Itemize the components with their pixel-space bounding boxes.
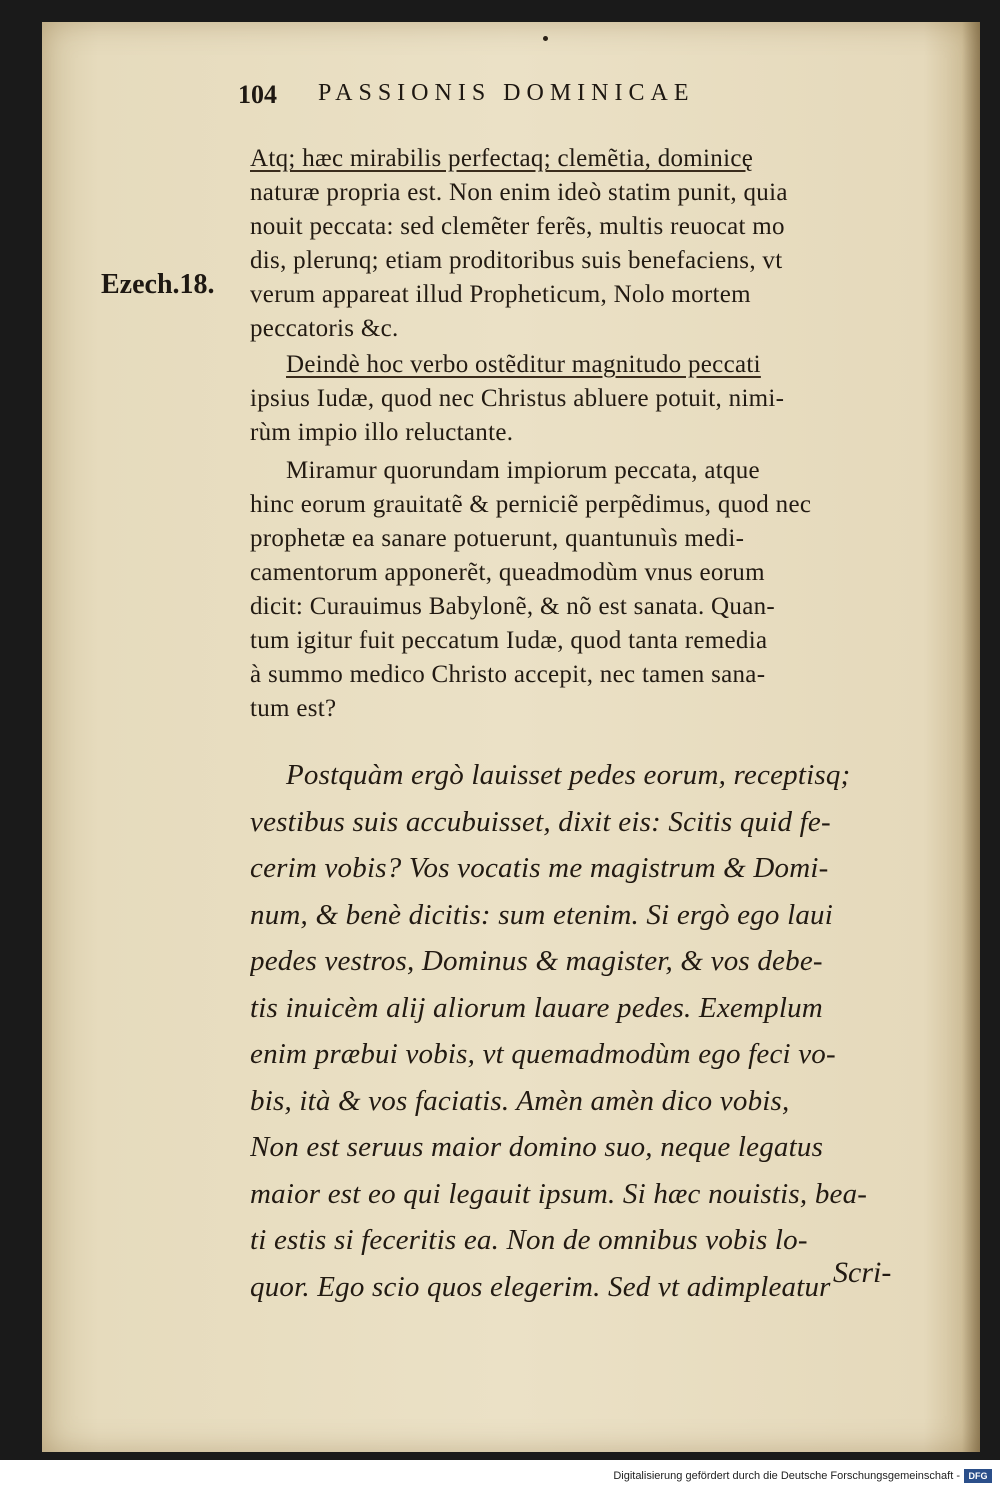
paragraph-scripture (250, 752, 910, 1310)
paragraph-1 (250, 142, 910, 346)
text-line: Miramur quorundam impiorum peccata, atque (286, 457, 760, 484)
text-line: dicit: Curauimus Babylonẽ, & nõ est sanata. Quan- (250, 593, 776, 620)
text-line: tum igitur fuit peccatum Iudæ, quod tanta remedia (250, 627, 768, 654)
text-line: tum est? (250, 695, 337, 722)
text-line: naturæ propria est. Non enim ideò statim punit, quia (250, 179, 788, 206)
page-number: 104 (238, 80, 277, 109)
text-line: ti estis si feceritis ea. Non de omnibus vobis lo- (250, 1224, 808, 1256)
text-line: num, & benè dicitis: sum etenim. Si ergò ego laui (250, 898, 833, 931)
paragraph-3 (250, 454, 910, 726)
catchword: Scri- (833, 1256, 892, 1289)
text-line: maior est eo qui legauit ipsum. Si hæc nouistis, bea- (250, 1177, 868, 1210)
text-line: cerim vobis? Vos vocatis me magistrum & Domi- (250, 852, 829, 884)
page-gutter-shadow (962, 22, 980, 1452)
text-line: rùm impio illo reluctante. (250, 419, 514, 446)
text-line: Postquàm ergò lauisset pedes eorum, receptisq; (286, 759, 851, 791)
text-line: peccatoris &c. (250, 315, 399, 342)
footer-bar (0, 1460, 1000, 1488)
text-line: Deindè hoc verbo ostẽditur magnitudo peccati (286, 351, 761, 378)
text-line: camentorum apponerẽt, queadmodùm vnus eorum (250, 559, 765, 586)
text-line: nouit peccata: sed clemẽter ferẽs, multis reuocat mo (250, 213, 785, 240)
text-line: Non est seruus maior domino suo, neque legatus (250, 1131, 824, 1163)
text-line: vestibus suis accubuisset, dixit eis: Scitis quid fe- (250, 805, 831, 838)
text-line: ipsius Iudæ, quod nec Christus abluere potuit, nimi- (250, 385, 785, 412)
text-line: bis, ità & vos faciatis. Amèn amèn dico vobis, (250, 1084, 790, 1117)
dfg-logo-icon: DFG (964, 1469, 992, 1483)
text-line: à summo medico Christo accepit, nec tamen sana- (250, 661, 766, 688)
text-line: enim præbui vobis, vt quemadmodùm ego feci vo- (250, 1038, 836, 1070)
ink-dot (543, 36, 548, 41)
text-line: tis inuicèm alij aliorum lauare pedes. Exemplum (250, 991, 823, 1024)
text-line: Atq; hæc mirabilis perfectaq; clemẽtia, dominicę (250, 145, 754, 172)
text-line: prophetæ ea sanare potuerunt, quantunuìs medi- (250, 525, 745, 552)
running-head: PASSIONIS DOMINICAE (318, 80, 695, 106)
margin-note: Ezech.18. (101, 269, 215, 300)
text-line: pedes vestros, Dominus & magister, & vos debe- (250, 945, 823, 977)
page-header (238, 80, 798, 120)
text-line: quor. Ego scio quos elegerim. Sed vt adimpleatur (250, 1270, 831, 1303)
text-line: verum appareat illud Propheticum, Nolo mortem (250, 281, 751, 308)
paragraph-2 (250, 348, 910, 450)
text-line: dis, plerunq; etiam proditoribus suis benefaciens, vt (250, 247, 783, 274)
text-line: hinc eorum grauitatẽ & perniciẽ perpẽdimus, quod nec (250, 491, 812, 518)
footer-credit: Digitalisierung gefördert durch die Deutsche Forschungsgemeinschaft - (613, 1470, 960, 1482)
